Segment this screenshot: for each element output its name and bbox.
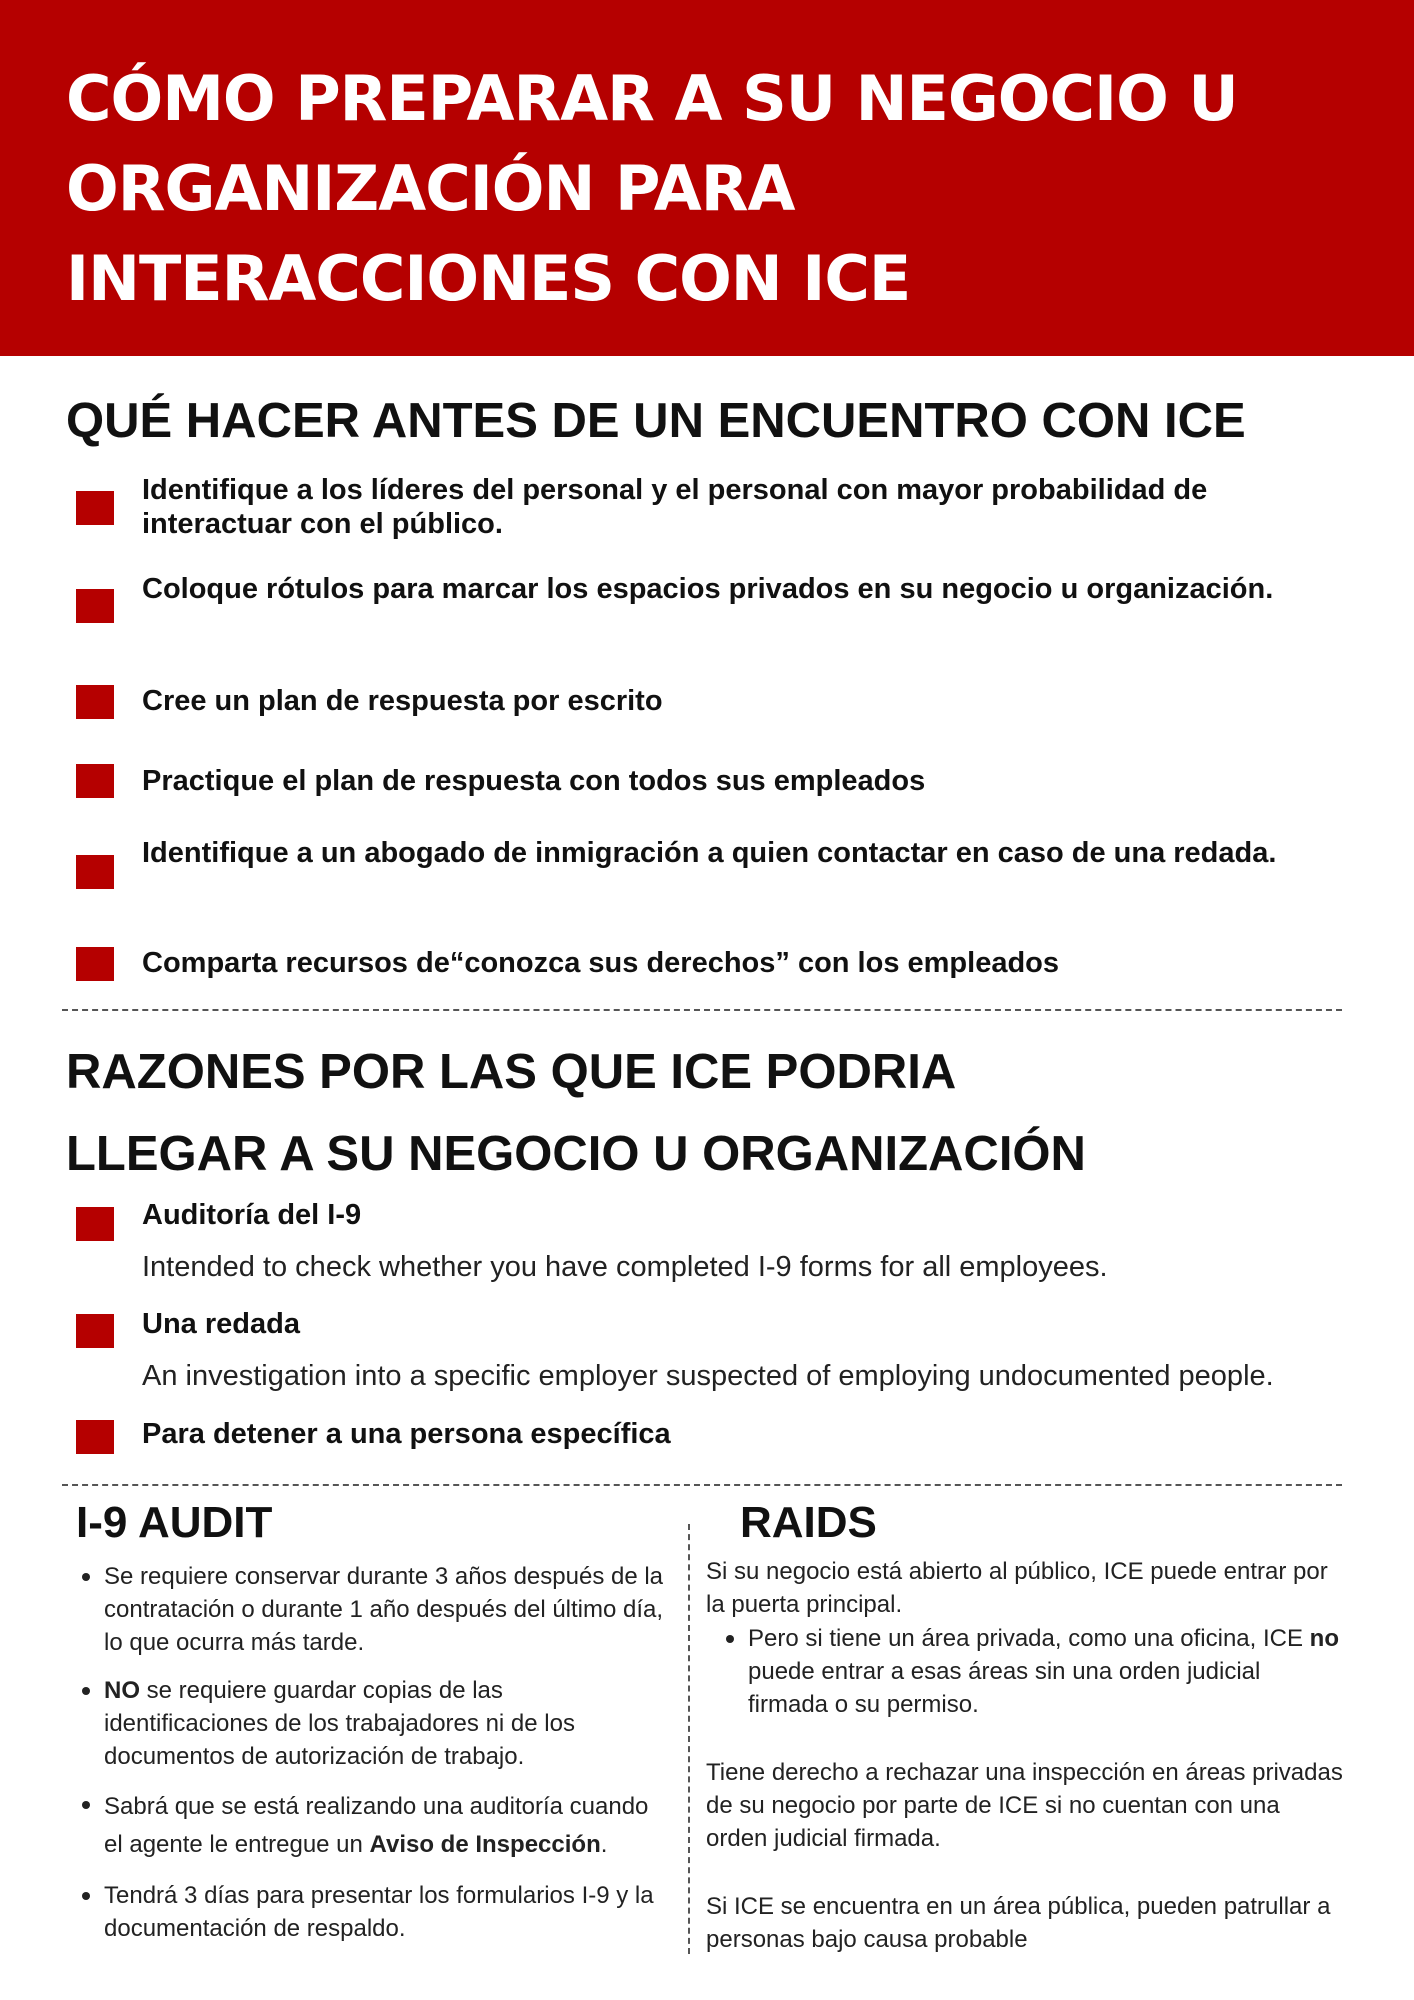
square-bullet-icon xyxy=(76,1207,114,1241)
raids-list xyxy=(724,1622,1344,1736)
square-bullet-icon xyxy=(76,1314,114,1348)
page-title xyxy=(66,54,1386,324)
list-item xyxy=(80,1560,670,1659)
square-bullet-icon xyxy=(76,764,114,798)
column-divider xyxy=(688,1524,690,1954)
reason-description: Intended to check whether you have completed I-9 forms for all employees. xyxy=(142,1251,1108,1283)
audit-item-text: se requiere guardar copias de las identificaciones de los trabajadores ni de los documentos de autorización de trabajo. xyxy=(104,1677,575,1770)
list-item-text: Identifique a un abogado de inmigración a quien contactar en caso de una redada. xyxy=(142,837,1277,869)
header-banner xyxy=(0,0,1414,356)
audit-item-text: Se requiere conservar durante 3 años después de la contratación o durante 1 año después del último día, lo que ocurra más tarde. xyxy=(104,1563,664,1656)
square-bullet-icon xyxy=(76,855,114,889)
audit-item-emphasis: NO xyxy=(104,1677,140,1704)
audit-list xyxy=(80,1560,670,1960)
list-item xyxy=(80,1674,670,1773)
list-item-text: Practique el plan de respuesta con todos sus empleados xyxy=(142,765,926,797)
raids-title: RAIDS xyxy=(740,1498,877,1547)
square-bullet-icon xyxy=(76,1420,114,1454)
title-line-1: CÓMO PREPARAR A SU NEGOCIO U xyxy=(66,62,1238,135)
raids-item-emphasis: no xyxy=(1309,1625,1339,1652)
square-bullet-icon xyxy=(76,589,114,623)
raids-item-text: Pero si tiene un área privada, como una oficina, ICE xyxy=(748,1625,1310,1652)
list-item xyxy=(724,1622,1344,1721)
raids-paragraph: Tiene derecho a rechazar una inspección en áreas privadas de su negocio por parte de ICE si no cuentan con una orden judicial firmada. xyxy=(706,1759,1343,1852)
section-before-title: QUÉ HACER ANTES DE UN ENCUENTRO CON ICE xyxy=(66,394,1246,448)
reasons-title-line-1: RAZONES POR LAS QUE ICE PODRIA xyxy=(66,1045,957,1099)
list-item-text: Coloque rótulos para marcar los espacios privados en su negocio u organización. xyxy=(142,573,1274,605)
reason-label: Para detener a una persona específica xyxy=(142,1418,671,1450)
square-bullet-icon xyxy=(76,491,114,525)
divider xyxy=(62,1484,1342,1486)
title-line-3: INTERACCIONES CON ICE xyxy=(66,242,911,315)
divider xyxy=(62,1009,1342,1011)
list-item-text: Cree un plan de respuesta por escrito xyxy=(142,685,663,717)
audit-item-text: Sabrá que se está realizando una auditoría cuando el agente le entregue un xyxy=(104,1793,649,1858)
section-reasons-title xyxy=(66,1031,1086,1195)
list-item xyxy=(80,1788,670,1864)
raids-item-text: puede entrar a esas áreas sin una orden judicial firmada o su permiso. xyxy=(748,1658,1261,1718)
audit-item-emphasis: Aviso de Inspección xyxy=(369,1831,601,1858)
list-item-text: Comparta recursos de“conozca sus derechos” con los empleados xyxy=(142,947,1060,979)
audit-item-text: Tendrá 3 días para presentar los formularios I-9 y la documentación de respaldo. xyxy=(104,1882,654,1942)
reason-label: Una redada xyxy=(142,1308,300,1340)
reasons-title-line-2: LLEGAR A SU NEGOCIO U ORGANIZACIÓN xyxy=(66,1127,1086,1181)
raids-paragraph: Si ICE se encuentra en un área pública, pueden patrullar a personas bajo causa probable xyxy=(706,1893,1331,1953)
reason-label: Auditoría del I-9 xyxy=(142,1199,362,1231)
title-line-2: ORGANIZACIÓN PARA xyxy=(66,152,795,225)
list-item-text: Identifique a los líderes del personal y el personal con mayor probabilidad de interactuar con el público. xyxy=(142,474,1208,540)
list-item xyxy=(80,1879,670,1945)
reason-description: An investigation into a specific employer suspected of employing undocumented people. xyxy=(142,1360,1274,1392)
square-bullet-icon xyxy=(76,685,114,719)
audit-title: I-9 AUDIT xyxy=(76,1498,273,1547)
audit-item-text: . xyxy=(600,1831,608,1858)
square-bullet-icon xyxy=(76,947,114,981)
raids-intro: Si su negocio está abierto al público, ICE puede entrar por la puerta principal. xyxy=(706,1558,1328,1618)
